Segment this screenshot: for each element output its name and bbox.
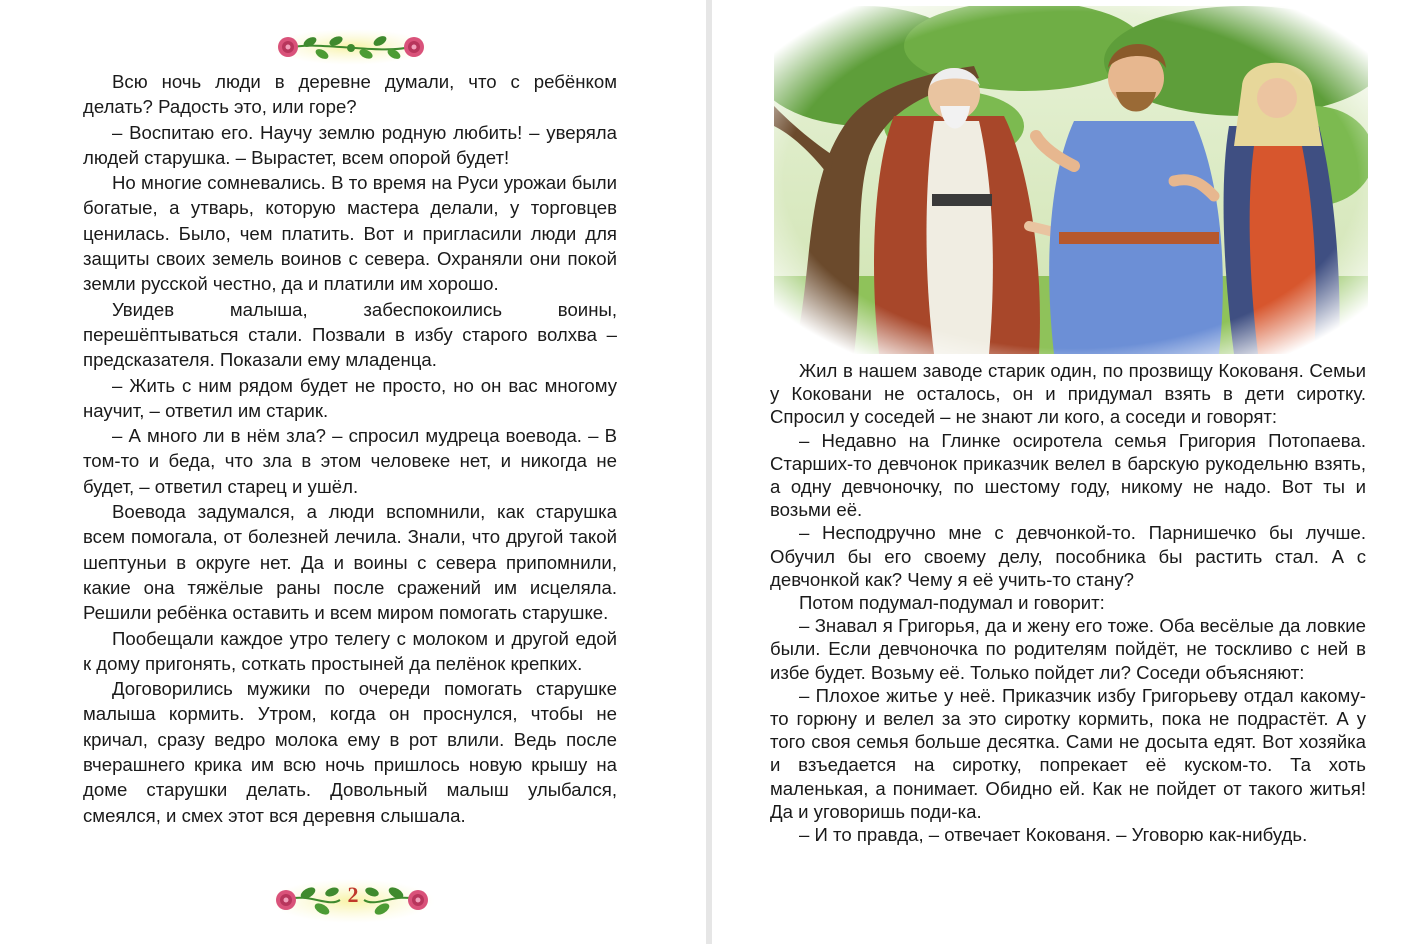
paragraph: – Знавал я Григорья, да и жену его тоже. Оба весёлые да ловкие были. Если девчоночка по родителям пойдёт, не тоскливо с ней в избе будет. Возьму её. Только пойдет ли? Соседи объясняют: bbox=[770, 615, 1366, 683]
paragraph: Договорились мужики по очереди помогать старушке малыша кормить. Утром, когда он проснулся, чтобы не кричал, сразу ведро молока ему в рот влили. Ведь после вчерашнего крика им всю ночь пришлось новую крышу на доме старушки делать. Довольный малыш улыбался, смеялся, и смех этот вся деревня слышала. bbox=[83, 678, 617, 826]
paragraph: – Жить с ним рядом будет не просто, но он вас многому научит, – ответил им старик. bbox=[83, 374, 617, 421]
paragraph: – Несподручно мне с девчонкой-то. Парнишечко бы лучше. Обучил бы его своему делу, пособника бы растить стал. А с девчонкой как? Чему я её учить-то стану? bbox=[770, 522, 1366, 590]
forest-scene-illustration bbox=[774, 6, 1368, 354]
paragraph: Жил в нашем заводе старик один, по прозвищу Кокованя. Семьи у Коковани не осталось, он и придумал взять в дети сиротку. Спросил у соседей – не знают ли кого, а соседи и говорят: bbox=[770, 360, 1366, 428]
paragraph: Всю ночь люди в деревне думали, что с ребёнком делать? Радость это, или горе? bbox=[83, 71, 617, 118]
paragraph: Пообещали каждое утро телегу с молоком и другой едой к дому пригонять, соткать простыней да пелёнок крепких. bbox=[83, 627, 617, 674]
paragraph: – Воспитаю его. Научу землю родную любить! – уверяла людей старушка. – Вырастет, всем опорой будет! bbox=[83, 121, 617, 168]
rose-vine-ornament-icon bbox=[270, 28, 432, 66]
paragraph: – И то правда, – отвечает Кокованя. – Уговорю как-нибудь. bbox=[799, 824, 1308, 846]
paragraph: Потом подумал-подумал и говорит: bbox=[799, 592, 1105, 614]
left-page bbox=[0, 0, 706, 944]
page-number: 2 bbox=[347, 882, 359, 907]
left-page-text bbox=[83, 69, 617, 828]
paragraph: – Плохое житье у неё. Приказчик избу Григорьеву отдал какому-то горюну и велел за это сиротку кормить, пока не подрастёт. А у того своя семья больше десятка. Сами не досыта едят. Вот хозяйка и взъедается на сиротку, попрекает её куском-то. Та хоть маленькая, а понимает. Обидно ей. Как не пойдет от такого житья! Да и уговоришь поди-ка. bbox=[770, 684, 1366, 822]
right-page-text bbox=[770, 359, 1366, 846]
paragraph: – А много ли в нём зла? – спросил мудреца воевода. – В том-то и беда, что зла в этом человеке нет, и никогда не будет, – ответил старец и ушёл. bbox=[83, 425, 617, 497]
right-page bbox=[712, 0, 1424, 944]
paragraph: Увидев малыша, забеспокоились воины, перешёптываться стали. Позвали в избу старого волхва – предсказателя. Показали ему младенца. bbox=[83, 298, 617, 371]
paragraph: Воевода задумался, а люди вспомнили, как старушка всем помогала, от болезней лечила. Знали, что другой такой шептуньи в округе нет. Да и воины с севера припомнили, какие она тяжёлые раны после сражений им исцеляла. Решили ребёнка оставить и всем миром помогать старушке. bbox=[83, 501, 617, 624]
paragraph: – Недавно на Глинке осиротела семья Григория Потопаева. Старших-то девчонок приказчик велел в барскую рукодельню взять, а одну девчоночку, по шестому году, никому не надо. Вот ты и возьми её. bbox=[770, 429, 1366, 521]
paragraph: Но многие сомневались. В то время на Руси урожаи были богатые, а утварь, которую мастера делали, у торговцев ценилась. Было, чем платить. Вот и пригласили люди для защиты своих земель воинов с севера. Охраняли они покой земли русской честно, да и платили им хорошо. bbox=[83, 172, 617, 295]
